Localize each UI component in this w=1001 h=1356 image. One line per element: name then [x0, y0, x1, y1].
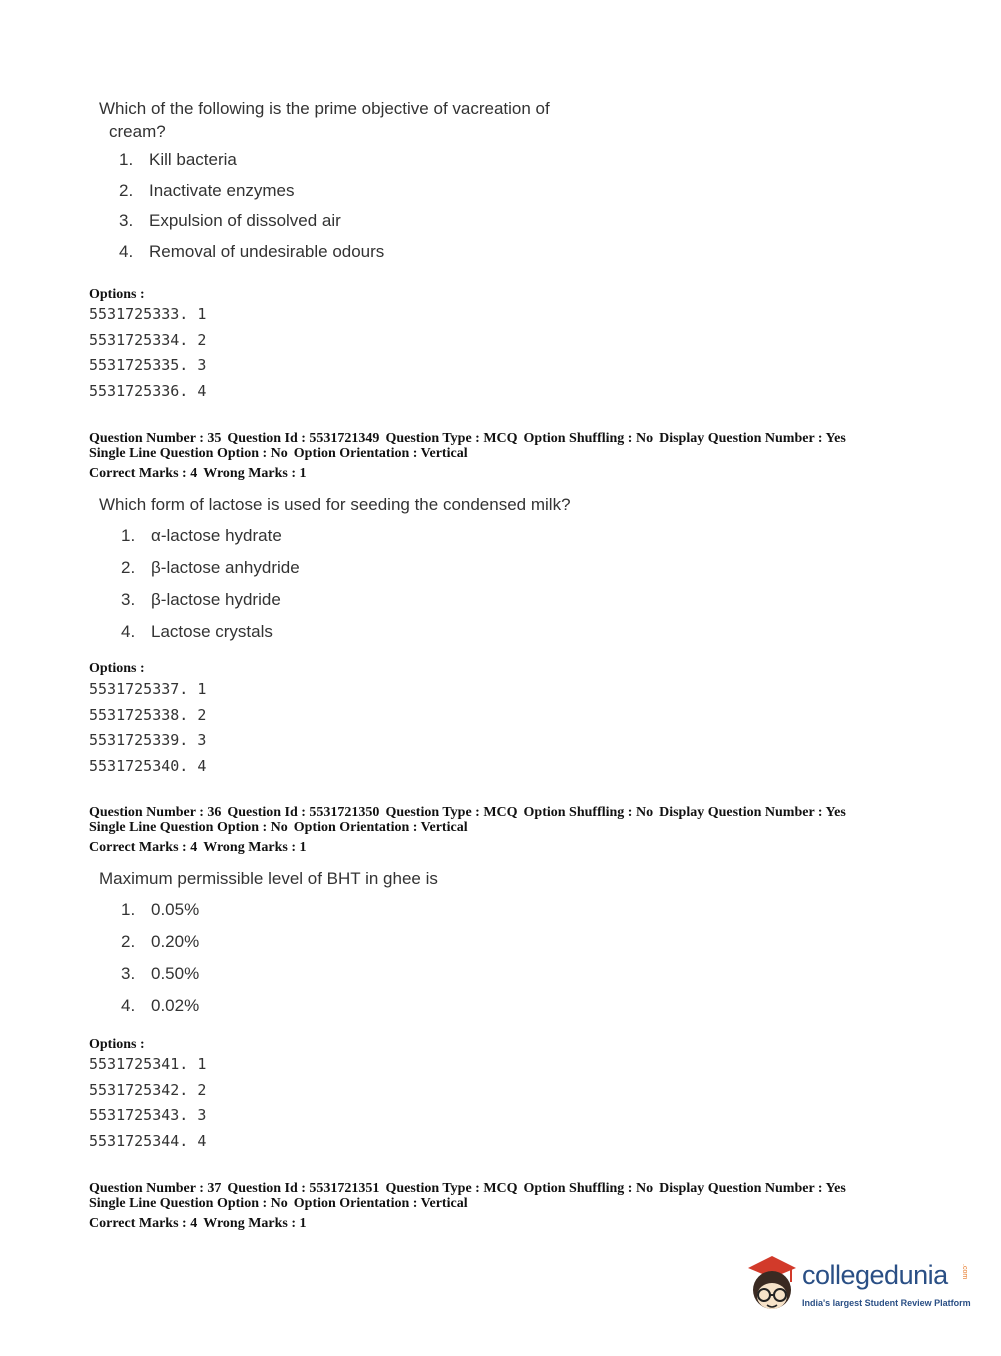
option-id: 5531725340. 4: [89, 756, 207, 775]
question-37-meta: [89, 1181, 846, 1231]
meta-line: Single Line Question Option : No Option Orientation : Vertical: [89, 820, 468, 835]
option-id: 5531725344. 4: [89, 1131, 207, 1150]
choice-item: 2. 0.20%: [121, 932, 200, 951]
option-id: 5531725336. 4: [89, 381, 207, 400]
option-id: 5531725333. 1: [89, 305, 207, 323]
logo-tagline: India's largest Student Review Platform: [802, 1298, 971, 1308]
option-id: 5531725335. 3: [89, 356, 207, 374]
logo-suffix: .com: [961, 1264, 968, 1280]
question-36-meta: [89, 805, 846, 855]
meta-line: Question Number : 37 Question Id : 5531721351 Question Type : MCQ Option Shuffling : No Display Question Number : Yes: [89, 1181, 846, 1196]
option-id: 5531725338. 2: [89, 705, 207, 724]
question-36-choices: [121, 900, 199, 1028]
options-list: [89, 677, 206, 779]
meta-line: Question Number : 36 Question Id : 5531721350 Question Type : MCQ Option Shuffling : No Display Question Number : Yes: [89, 805, 846, 820]
choice-item: 1. 0.05%: [121, 900, 200, 919]
question-35-text: Which form of lactose is used for seeding the condensed milk?: [99, 495, 571, 514]
question-35-meta: [89, 431, 846, 481]
choice-item: 1. Kill bacteria: [119, 150, 237, 169]
meta-line: Correct Marks : 4 Wrong Marks : 1: [89, 466, 307, 481]
options-list: [89, 302, 206, 404]
option-id: 5531725339. 3: [89, 731, 207, 749]
meta-line: Single Line Question Option : No Option Orientation : Vertical: [89, 1196, 468, 1211]
choice-item: 2. β-lactose anhydride: [121, 558, 300, 577]
meta-line: Correct Marks : 4 Wrong Marks : 1: [89, 1216, 307, 1231]
choice-item: 3. 0.50%: [121, 964, 200, 983]
choice-item: 1. α-lactose hydrate: [121, 526, 282, 545]
question-34-text: Which of the following is the prime objective of vacreation of cream?: [99, 99, 550, 141]
choice-item: 3. β-lactose hydride: [121, 590, 281, 609]
collegedunia-logo: [742, 1250, 972, 1320]
meta-line: Question Number : 35 Question Id : 5531721349 Question Type : MCQ Option Shuffling : No Display Question Number : Yes: [89, 431, 846, 446]
question-34-choices: [119, 150, 384, 272]
question-36-text: Maximum permissible level of BHT in ghee is: [99, 869, 438, 888]
options-label: Options :: [89, 287, 145, 302]
options-label: Options :: [89, 661, 145, 676]
mascot-icon: [742, 1250, 800, 1320]
options-label: Options :: [89, 1037, 145, 1052]
choice-item: 3. Expulsion of dissolved air: [119, 211, 341, 230]
meta-line: Correct Marks : 4 Wrong Marks : 1: [89, 840, 307, 855]
option-id: 5531725343. 3: [89, 1106, 207, 1124]
choice-item: 4. 0.02%: [121, 996, 200, 1015]
options-list: [89, 1052, 206, 1154]
option-id: 5531725341. 1: [89, 1055, 207, 1073]
choice-item: 4. Lactose crystals: [121, 622, 273, 641]
logo-wordmark: collegedunia: [802, 1260, 948, 1290]
option-id: 5531725334. 2: [89, 330, 207, 349]
question-35-choices: [121, 526, 300, 654]
choice-item: 2. Inactivate enzymes: [119, 180, 295, 200]
meta-line: Single Line Question Option : No Option Orientation : Vertical: [89, 446, 468, 461]
option-id: 5531725342. 2: [89, 1080, 207, 1099]
choice-item: 4. Removal of undesirable odours: [119, 241, 385, 261]
option-id: 5531725337. 1: [89, 680, 207, 698]
